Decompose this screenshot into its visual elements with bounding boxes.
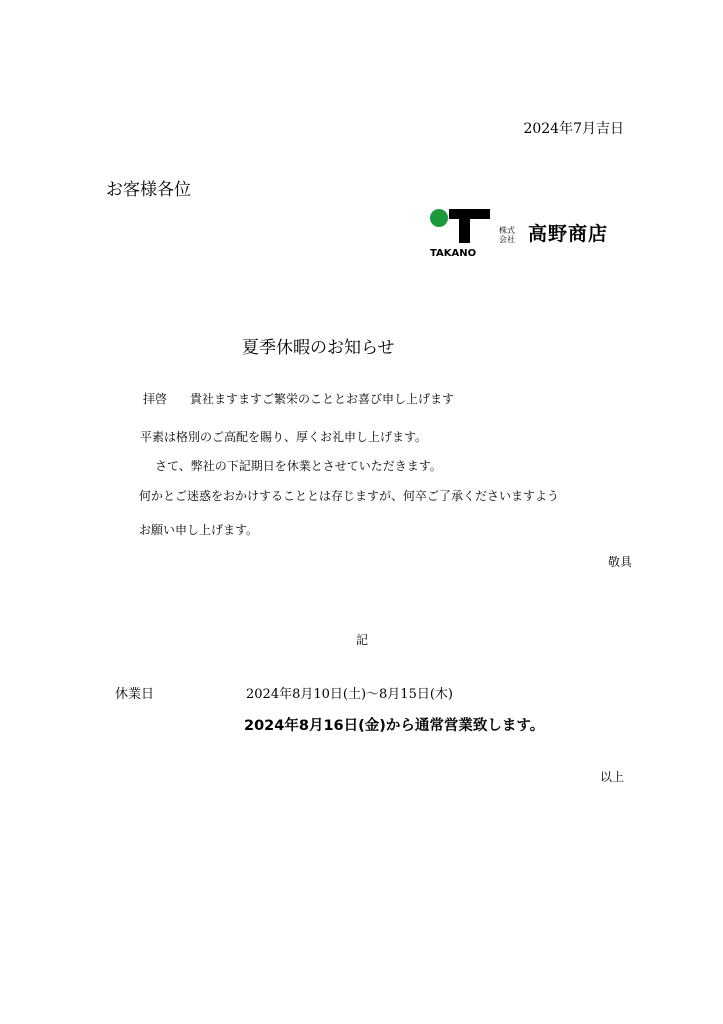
holiday-label: 休業日 [115, 687, 155, 702]
body-line: さて、弊社の下記期日を休業とさせていただきます。 [155, 459, 442, 473]
notice-title: 夏季休暇のお知らせ [242, 338, 395, 358]
body-line: 平素は格別のご高配を賜り、厚くお礼申し上げます。 [140, 430, 428, 444]
opening-word: 拝啓 [143, 392, 168, 406]
document-date: 2024年7月吉日 [523, 121, 624, 137]
company-prefix: 株式会社 [499, 226, 515, 244]
body-line: 何かとご迷惑をおかけすることとは存じますが、何卒ご了承くださいますよう [139, 489, 560, 503]
end-word: 以上 [599, 770, 624, 784]
salutation: お客様各位 [106, 180, 191, 200]
greeting-line: 貴社ますますご繁栄のこととお喜び申し上げます [190, 392, 455, 406]
logo-brand-text: TAKANO [430, 248, 477, 259]
ki-heading: 記 [356, 633, 369, 647]
closing-word: 敬具 [607, 555, 632, 569]
holiday-range: 2024年8月10日(土)～8月15日(木) [246, 687, 453, 702]
takano-logo-icon [429, 206, 499, 260]
body-line: お願い申し上げます。 [139, 523, 259, 537]
company-name: 高野商店 [528, 223, 609, 245]
resume-notice: 2024年8月16日(金)から通常営業致します。 [244, 718, 545, 734]
